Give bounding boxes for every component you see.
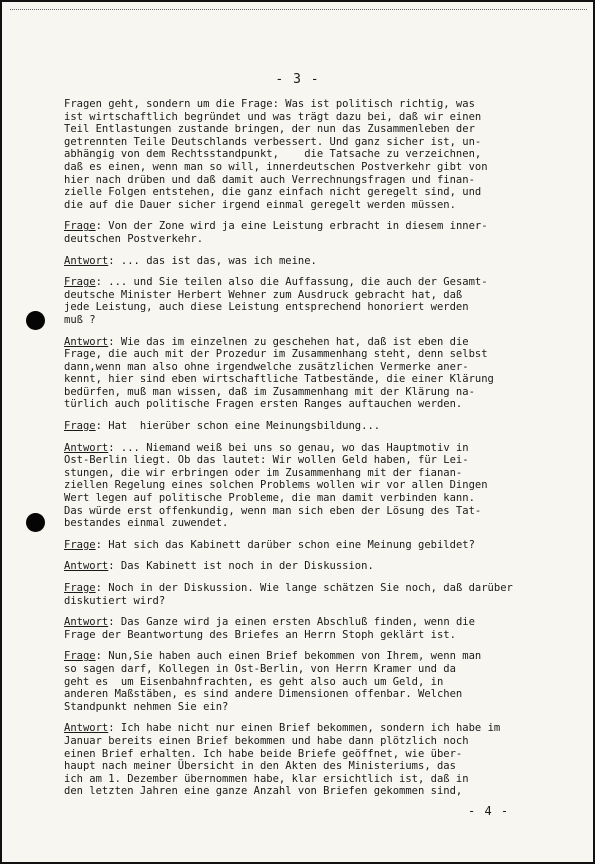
label-colon: : [95,582,102,594]
text-line: bedürfen, muß man wissen, daß im Zusammenhang mit der Klärung na- [64,385,475,398]
text-line: dann,wenn man also ohne irgendwelche zusätzlichen Vermerke aner- [64,360,469,373]
text-line: einen Brief erhalten. Ich habe beide Briefe geöffnet, wie über- [64,747,463,760]
question-label: Frage [64,538,96,551]
text-line: zielle Folgen entstehen, die ganz einfach nicht geregelt sind, und [64,186,482,199]
text-line [64,255,552,268]
text-line: Teil Entlastungen zustande bringen, der nun das Zusammenleben der [64,123,475,136]
text-line [64,539,552,552]
text-line: getrennten Teile Deutschlands verbessert. Und ganz sicher ist, un- [64,135,482,148]
question-block [64,276,552,326]
label-colon: : [95,538,102,551]
question-label: Frage [64,276,96,289]
text-line [64,582,552,595]
text-line [64,220,552,233]
first-line-text: Hat sich das Kabinett darüber schon eine Meinung gebildet? [101,538,475,551]
first-line-text: ... und Sie teilen also die Auffassung, die auch der Gesamt- [101,276,488,289]
text-line: Januar bereits einen Brief bekommen und habe dann plötzlich noch [64,734,469,747]
first-line-text: Das Ganze wird ja einen ersten Abschluß finden, wenn die [114,616,475,629]
question-label: Frage [64,220,96,233]
label-colon: : [95,420,102,433]
question-block [64,420,552,433]
answer-label: Antwort [64,616,109,629]
text-line [64,420,552,433]
text-line: Das würde erst offenkundig, wenn man sich eben der Lösung des Tat- [64,504,482,517]
text-line: ich am 1. Dezember übernommen habe, klar ersichtlich ist, daß in [64,772,469,785]
text-line: haupt nach meiner Übersicht in den Akten des Ministeriums, das [64,760,456,773]
question-label: Frage [64,420,96,433]
answer-label: Antwort [64,441,109,454]
text-line: deutschen Postverkehr. [64,232,204,245]
question-label: Frage [64,582,96,594]
text-line: kennt, hier sind eben wirtschaftliche Tatbestände, die einer Klärung [64,373,494,386]
text-line [64,650,552,663]
text-line: Ost-Berlin liegt. Ob das lautet: Wir wollen Geld haben, für Lei- [64,454,469,467]
label-colon: : [108,722,115,735]
first-line-text: Wie das im einzelnen zu geschehen hat, daß ist eben die [114,335,469,348]
label-colon: : [95,220,102,233]
text-line: ziellen Regelung eines solchen Problems wollen wir vor allen Dingen [64,479,488,492]
first-line-text: Von der Zone wird ja eine Leistung erbracht in diesem inner- [101,220,488,233]
text-line [64,560,552,573]
text-line: den letzten Jahren eine ganze Anzahl von Briefen gekommen sind, [64,785,463,798]
exchange-list [64,220,552,798]
text-line [64,722,552,735]
text-line [64,616,552,629]
label-colon: : [108,441,115,454]
answer-block [64,616,552,641]
label-colon: : [108,560,115,573]
question-label: Frage [64,650,96,663]
label-colon: : [95,276,102,289]
text-line: türlich auch politische Fragen ersten Ranges auftauchen werden. [64,398,463,411]
label-colon: : [108,335,115,348]
text-line [64,442,552,455]
question-block [64,650,552,713]
punch-hole-icon [26,513,45,532]
text-line: jede Leistung, auch diese Leistung entsprechend honoriert werden [64,301,469,314]
question-block [64,582,552,607]
text-line: anderen Maßstäben, es sind andere Dimensionen offenbar. Welchen [64,688,463,701]
answer-block [64,336,552,412]
label-colon: : [108,254,115,267]
text-line: Frage, die auch mit der Prozedur im Zusammenhang steht, denn selbst [64,348,488,361]
question-block [64,539,552,552]
text-line: bestandes einmal zuwendet. [64,517,229,530]
text-line: Fragen geht, sondern um die Frage: Was ist politisch richtig, was [64,98,475,110]
text-line: so sagen darf, Kollegen in Ost-Berlin, von Herrn Kramer und da [64,662,456,675]
opening-paragraph [64,98,552,211]
answer-label: Antwort [64,560,109,573]
first-line-text: Noch in der Diskussion. Wie lange schätzen Sie noch, daß darüber [101,582,513,594]
text-line: Wert legen auf politische Probleme, die man damit verbinden kann. [64,492,475,505]
first-line-text: Hat hierüber schon eine Meinungsbildung... [101,420,381,433]
answer-label: Antwort [64,722,109,735]
text-line [64,336,552,349]
interview-transcript [64,98,552,807]
text-line: muß ? [64,313,96,326]
first-line-text: Das Kabinett ist noch in der Diskussion. [114,560,374,573]
text-line: Frage der Beantwortung des Briefes an Herrn Stoph geklärt ist. [64,628,456,641]
text-line: die auf die Dauer sicher irgend einmal geregelt werden müssen. [64,198,456,211]
answer-block [64,255,552,268]
answer-label: Antwort [64,254,109,267]
first-line-text: ... das ist das, was ich meine. [114,254,317,267]
answer-block [64,560,552,573]
text-line: diskutiert wird? [64,594,166,607]
answer-block [64,722,552,798]
first-line-text: Ich habe nicht nur einen Brief bekommen, sondern ich habe im [114,722,501,735]
text-line: hier nach drüben und daß damit auch Verrechnungsfragen und finan- [64,173,475,186]
text-line: abhängig von dem Rechtsstandpunkt, die Tatsache zu verzeichnen, [64,148,482,161]
first-line-text: Nun,Sie haben auch einen Brief bekommen von Ihrem, wenn man [101,650,482,663]
text-line [64,276,552,289]
text-line: daß es einen, wenn man so will, innerdeutschen Postverkehr gibt von [64,160,488,173]
page-number: - 3 - [275,72,320,87]
text-line: ist wirtschaftlich begründet und was trägt dazu bei, daß wir einen [64,110,482,123]
question-block [64,220,552,245]
text-line: stungen, die wir erbringen oder im Zusammenhang mit der fianan- [64,466,463,479]
text-line: geht es um Eisenbahnfrachten, es geht also auch um Geld, in [64,675,444,688]
text-line: deutsche Minister Herbert Wehner zum Ausdruck gebracht hat, daß [64,288,463,301]
next-page-marker: - 4 - [468,804,510,818]
label-colon: : [108,616,115,629]
punch-hole-icon [26,311,45,330]
text-line: Standpunkt nehmen Sie ein? [64,700,229,713]
answer-label: Antwort [64,335,109,348]
answer-block [64,442,552,530]
first-line-text: ... Niemand weiß bei uns so genau, wo das Hauptmotiv in [114,441,469,454]
label-colon: : [95,650,102,663]
